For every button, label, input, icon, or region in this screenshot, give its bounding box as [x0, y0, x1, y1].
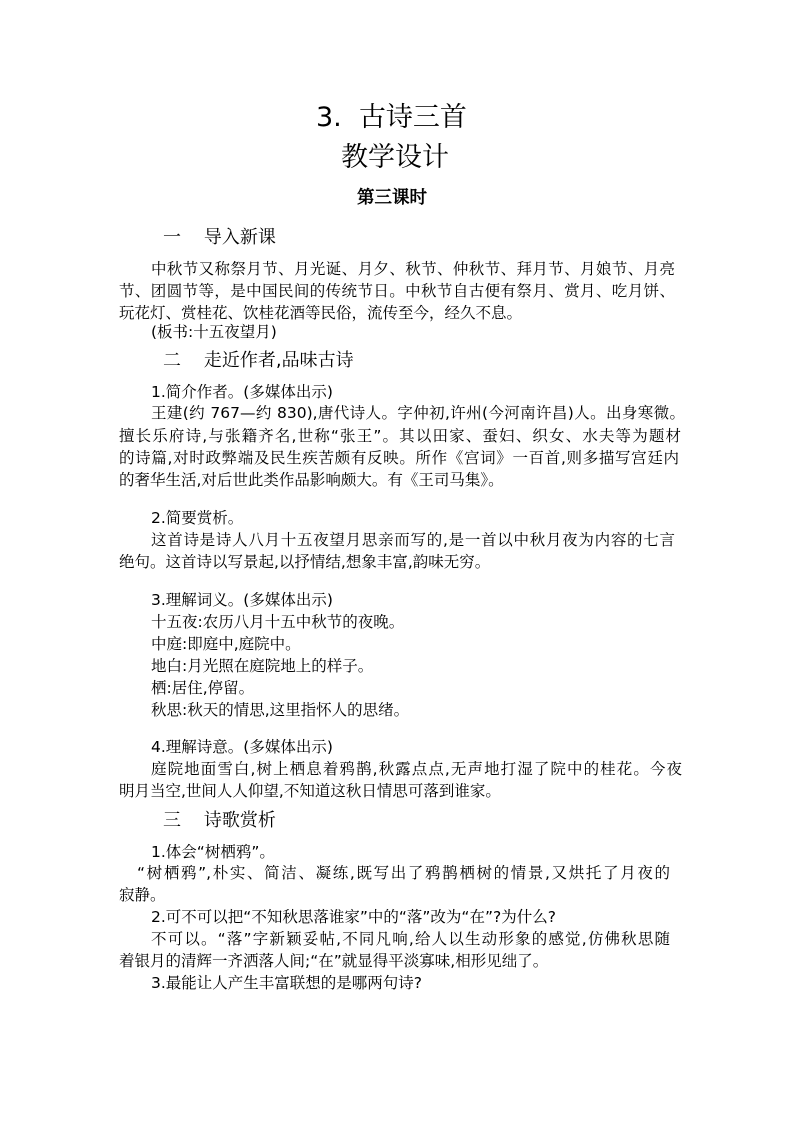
- vocab-line: 地白:月光照在庭院地上的样子。: [151, 657, 374, 675]
- item-title: 1.简介作者。(多媒体出示): [151, 383, 333, 401]
- item-title: 1.体会“树栖鸦”。: [151, 843, 275, 861]
- vocab-line: 秋思:秋天的情思,这里指怀人的思绪。: [151, 701, 410, 719]
- board-note: (板书:十五夜望月): [151, 323, 277, 341]
- question-line: 3.最能让人产生丰富联想的是哪两句诗?: [151, 974, 423, 992]
- question-line: 2.可不可以把“不知秋思落谁家”中的“落”改为“在”?为什么?: [151, 908, 556, 926]
- paragraph-line: 着银月的清辉一齐洒落人间;“在”就显得平淡寡味,相形见绌了。: [119, 952, 549, 970]
- item-title: 2.简要赏析。: [151, 509, 244, 527]
- paragraph-line: 玩花灯、赏桂花、饮桂花酒等民俗，流传至今，经久不息。: [119, 304, 523, 322]
- section-heading: 三 诗歌赏析: [163, 810, 276, 831]
- paragraph-line: 绝句。这首诗以写景起,以抒情结,想象丰富,韵味无穷。: [119, 553, 491, 571]
- paragraph-line: 的诗篇,对时政弊端及民生疾苦颇有反映。所作《宫词》一百首,则多描写宫廷内: [119, 449, 679, 467]
- document-title: 教学设计: [341, 142, 449, 173]
- section-heading: 一 导入新课: [163, 227, 276, 248]
- paragraph-line: 寂静。: [119, 886, 166, 904]
- paragraph-line: 不可以。“落”字新颖妥帖,不同凡响,给人以生动形象的感觉,仿佛秋思随: [151, 930, 670, 948]
- paragraph-line: 庭院地面雪白,树上栖息着鸦鹊,秋露点点,无声地打湿了院中的桂花。今夜: [151, 760, 682, 778]
- paragraph-line: “树栖鸦”,朴实、简洁、凝练,既写出了鸦鹊栖树的情景,又烘托了月夜的: [137, 864, 670, 882]
- vocab-line: 十五夜:农历八月十五中秋节的夜晚。: [151, 613, 405, 631]
- vocab-line: 中庭:即庭中,庭院中。: [151, 635, 301, 653]
- item-title: 4.理解诗意。(多媒体出示): [151, 738, 333, 756]
- section-heading: 二 走近作者,品味古诗: [163, 350, 354, 371]
- item-title: 3.理解词义。(多媒体出示): [151, 591, 333, 609]
- lesson-period: 第三课时: [357, 188, 427, 208]
- vocab-line: 栖:居住,停留。: [151, 679, 255, 697]
- paragraph-line: 中秋节又称祭月节、月光诞、月夕、秋节、仲秋节、拜月节、月娘节、月亮: [151, 260, 675, 278]
- paragraph-line: 这首诗是诗人八月十五夜望月思亲而写的,是一首以中秋月夜为内容的七言: [151, 531, 675, 549]
- paragraph-line: 明月当空,世间人人仰望,不知道这秋日情思可落到谁家。: [119, 782, 501, 800]
- paragraph-line: 的奢华生活,对后世此类作品影响颇大。有《王司马集》。: [119, 471, 504, 489]
- paragraph-line: 节、团圆节等，是中国民间的传统节日。中秋节自古便有祭月、赏月、吃月饼、: [119, 282, 675, 300]
- lesson-title: 3. 古诗三首: [316, 102, 467, 133]
- paragraph-line: 王建(约 767—约 830),唐代诗人。字仲初,许州(今河南许昌)人。出身寒微。: [151, 404, 685, 422]
- paragraph-line: 擅长乐府诗,与张籍齐名,世称“张王”。其以田家、蚕妇、织女、水夫等为题材: [119, 427, 681, 445]
